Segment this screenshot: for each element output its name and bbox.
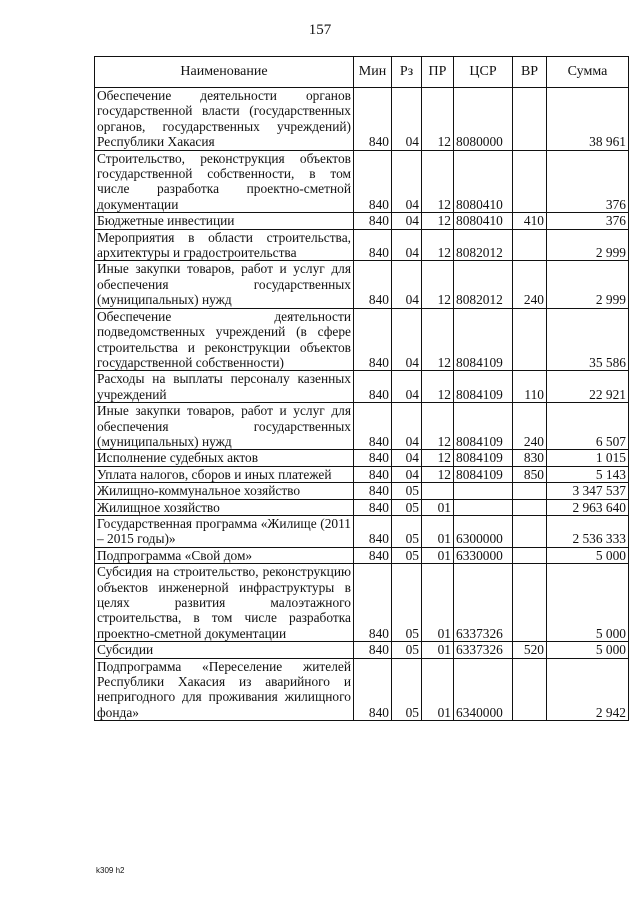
cell-pr: 01 <box>422 642 454 658</box>
cell-sum: 3 347 537 <box>547 483 629 499</box>
cell-pr: 12 <box>422 261 454 308</box>
cell-min: 840 <box>354 88 392 151</box>
cell-sum: 2 963 640 <box>547 499 629 515</box>
cell-name: Подпрограмма «Свой дом» <box>95 547 354 563</box>
cell-csr <box>454 499 513 515</box>
cell-rz: 04 <box>392 466 422 482</box>
cell-vr <box>513 499 547 515</box>
cell-rz: 04 <box>392 403 422 450</box>
cell-sum: 2 536 333 <box>547 515 629 547</box>
cell-rz: 04 <box>392 88 422 151</box>
cell-sum: 376 <box>547 150 629 213</box>
cell-csr: 6337326 <box>454 642 513 658</box>
cell-rz: 05 <box>392 515 422 547</box>
cell-rz: 05 <box>392 564 422 642</box>
cell-pr: 01 <box>422 547 454 563</box>
cell-csr: 8082012 <box>454 229 513 261</box>
cell-name: Подпрограмма «Переселение жителей Республики Хакасия из аварийного и непригодного для проживания жилищного фонда» <box>95 658 354 721</box>
cell-pr: 12 <box>422 88 454 151</box>
cell-rz: 05 <box>392 499 422 515</box>
cell-vr: 110 <box>513 371 547 403</box>
cell-sum: 2 999 <box>547 261 629 308</box>
table-row <box>95 515 629 547</box>
cell-name: Уплата налогов, сборов и иных платежей <box>95 466 354 482</box>
cell-pr: 01 <box>422 564 454 642</box>
cell-min: 840 <box>354 483 392 499</box>
column-header-csr: ЦСР <box>454 57 513 88</box>
column-header-rz: Рз <box>392 57 422 88</box>
column-header-min: Мин <box>354 57 392 88</box>
cell-pr <box>422 483 454 499</box>
cell-vr <box>513 547 547 563</box>
cell-name: Жилищное хозяйство <box>95 499 354 515</box>
table-row <box>95 658 629 721</box>
cell-csr: 8084109 <box>454 466 513 482</box>
cell-csr: 8080000 <box>454 88 513 151</box>
table-row <box>95 88 629 151</box>
table-row <box>95 483 629 499</box>
cell-csr: 6337326 <box>454 564 513 642</box>
cell-rz: 04 <box>392 229 422 261</box>
cell-vr: 240 <box>513 403 547 450</box>
cell-vr <box>513 564 547 642</box>
table-row <box>95 547 629 563</box>
cell-min: 840 <box>354 261 392 308</box>
cell-rz: 04 <box>392 261 422 308</box>
cell-vr: 830 <box>513 450 547 466</box>
table-row <box>95 308 629 371</box>
cell-sum: 5 000 <box>547 564 629 642</box>
cell-min: 840 <box>354 547 392 563</box>
table-row <box>95 229 629 261</box>
cell-min: 840 <box>354 213 392 229</box>
cell-csr: 6300000 <box>454 515 513 547</box>
cell-sum: 35 586 <box>547 308 629 371</box>
table-row <box>95 213 629 229</box>
cell-pr: 01 <box>422 499 454 515</box>
cell-csr: 8080410 <box>454 213 513 229</box>
cell-pr: 01 <box>422 658 454 721</box>
cell-rz: 04 <box>392 308 422 371</box>
cell-min: 840 <box>354 642 392 658</box>
cell-min: 840 <box>354 564 392 642</box>
cell-min: 840 <box>354 658 392 721</box>
cell-pr: 12 <box>422 371 454 403</box>
cell-vr: 240 <box>513 261 547 308</box>
cell-rz: 04 <box>392 213 422 229</box>
cell-vr: 850 <box>513 466 547 482</box>
cell-name: Субсидия на строительство, реконструкцию объектов инженерной инфраструктуры в целях развития малоэтажного строительства, в том числе разработка проектно-сметной документации <box>95 564 354 642</box>
cell-rz: 05 <box>392 642 422 658</box>
cell-vr <box>513 229 547 261</box>
cell-sum: 38 961 <box>547 88 629 151</box>
cell-sum: 2 999 <box>547 229 629 261</box>
cell-sum: 1 015 <box>547 450 629 466</box>
cell-min: 840 <box>354 229 392 261</box>
cell-name: Строительство, реконструкция объектов государственной собственности, в том числе разработка проектно-сметной документации <box>95 150 354 213</box>
cell-pr: 12 <box>422 308 454 371</box>
cell-vr <box>513 88 547 151</box>
cell-min: 840 <box>354 466 392 482</box>
cell-min: 840 <box>354 403 392 450</box>
cell-name: Жилищно-коммунальное хозяйство <box>95 483 354 499</box>
cell-name: Обеспечение деятельности органов государственной власти (государственных органов, государственных учреждений) Республики Хакасия <box>95 88 354 151</box>
cell-vr: 520 <box>513 642 547 658</box>
column-header-name: Наименование <box>95 57 354 88</box>
cell-csr: 8080410 <box>454 150 513 213</box>
cell-pr: 12 <box>422 466 454 482</box>
cell-sum: 6 507 <box>547 403 629 450</box>
cell-sum: 5 143 <box>547 466 629 482</box>
cell-rz: 04 <box>392 371 422 403</box>
table-body <box>95 88 629 721</box>
cell-pr: 01 <box>422 515 454 547</box>
table-row <box>95 371 629 403</box>
table-row <box>95 261 629 308</box>
cell-rz: 05 <box>392 658 422 721</box>
cell-min: 840 <box>354 515 392 547</box>
table-row <box>95 499 629 515</box>
cell-name: Субсидии <box>95 642 354 658</box>
column-header-vr: ВР <box>513 57 547 88</box>
cell-min: 840 <box>354 150 392 213</box>
cell-name: Расходы на выплаты персоналу казенных учреждений <box>95 371 354 403</box>
cell-pr: 12 <box>422 229 454 261</box>
cell-csr: 8084109 <box>454 403 513 450</box>
cell-min: 840 <box>354 371 392 403</box>
table-row <box>95 450 629 466</box>
cell-name: Государственная программа «Жилище (2011 – 2015 годы)» <box>95 515 354 547</box>
cell-vr: 410 <box>513 213 547 229</box>
cell-min: 840 <box>354 450 392 466</box>
cell-name: Бюджетные инвестиции <box>95 213 354 229</box>
cell-min: 840 <box>354 308 392 371</box>
column-header-pr: ПР <box>422 57 454 88</box>
cell-pr: 12 <box>422 213 454 229</box>
cell-vr <box>513 150 547 213</box>
cell-min: 840 <box>354 499 392 515</box>
cell-rz: 05 <box>392 547 422 563</box>
cell-rz: 04 <box>392 450 422 466</box>
cell-sum: 2 942 <box>547 658 629 721</box>
cell-csr: 8084109 <box>454 308 513 371</box>
cell-name: Иные закупки товаров, работ и услуг для обеспечения государственных (муниципальных) нужд <box>95 261 354 308</box>
budget-table <box>94 56 629 721</box>
table-row <box>95 150 629 213</box>
cell-pr: 12 <box>422 450 454 466</box>
cell-rz: 05 <box>392 483 422 499</box>
cell-sum: 22 921 <box>547 371 629 403</box>
table-row <box>95 564 629 642</box>
cell-csr: 6340000 <box>454 658 513 721</box>
cell-csr: 8082012 <box>454 261 513 308</box>
page-number: 157 <box>308 22 332 38</box>
cell-vr <box>513 308 547 371</box>
cell-pr: 12 <box>422 403 454 450</box>
cell-name: Исполнение судебных актов <box>95 450 354 466</box>
cell-pr: 12 <box>422 150 454 213</box>
cell-csr <box>454 483 513 499</box>
table-row <box>95 642 629 658</box>
cell-name: Иные закупки товаров, работ и услуг для обеспечения государственных (муниципальных) нужд <box>95 403 354 450</box>
cell-csr: 8084109 <box>454 450 513 466</box>
cell-sum: 5 000 <box>547 642 629 658</box>
cell-name: Мероприятия в области строительства, архитектуры и градостроительства <box>95 229 354 261</box>
cell-name: Обеспечение деятельности подведомственных учреждений (в сфере строительства и реконструкции объектов государственной собственности) <box>95 308 354 371</box>
cell-vr <box>513 515 547 547</box>
cell-vr <box>513 483 547 499</box>
cell-sum: 376 <box>547 213 629 229</box>
table-row <box>95 403 629 450</box>
table-header-row <box>95 57 629 88</box>
cell-vr <box>513 658 547 721</box>
cell-rz: 04 <box>392 150 422 213</box>
cell-csr: 6330000 <box>454 547 513 563</box>
cell-csr: 8084109 <box>454 371 513 403</box>
table-row <box>95 466 629 482</box>
column-header-sum: Сумма <box>547 57 629 88</box>
cell-sum: 5 000 <box>547 547 629 563</box>
footer-code: k309 h2 <box>96 866 125 875</box>
